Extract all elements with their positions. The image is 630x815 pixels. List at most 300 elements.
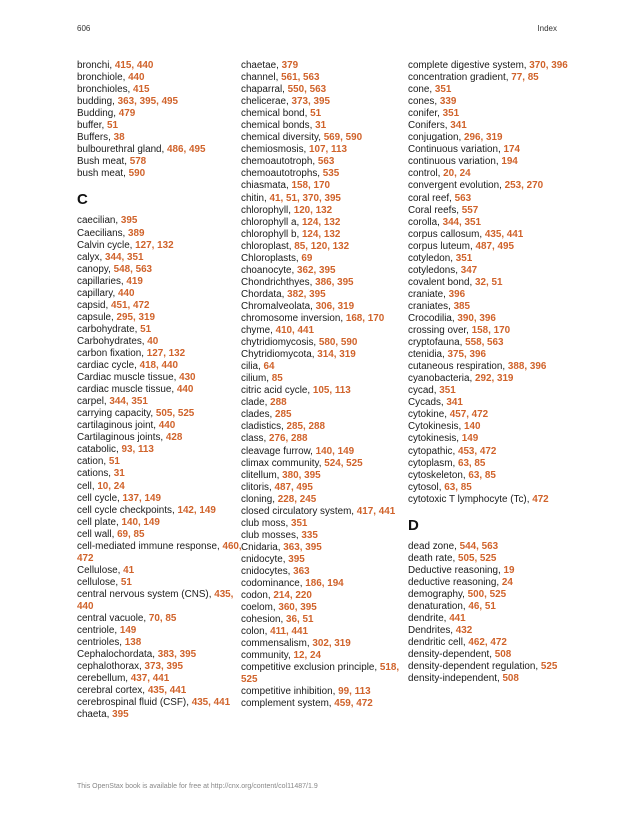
index-entry [77, 408, 243, 420]
page-reference-link[interactable]: 360, 395 [278, 602, 317, 614]
page-reference-link[interactable]: 486, 495 [167, 144, 206, 156]
index-entry [77, 276, 243, 288]
index-term: Continuous variation, [408, 144, 504, 156]
page-reference-link[interactable]: 500, 525 [467, 588, 507, 600]
page-reference-link[interactable]: 314, 319 [317, 349, 356, 361]
index-entry [241, 566, 407, 578]
index-entry [77, 240, 243, 252]
page-reference-link[interactable]: 457, 472 [449, 409, 489, 421]
page-reference-link[interactable]: 440 [117, 287, 135, 299]
index-term: dead zone, [408, 540, 460, 552]
index-entry [241, 397, 407, 409]
page-reference-link[interactable]: 370, 396 [529, 60, 568, 71]
index-term: cleavage furrow, [241, 445, 316, 457]
page-reference-link[interactable]: 186, 194 [305, 578, 344, 590]
index-entry [241, 217, 407, 229]
page-reference-link[interactable]: 339 [439, 96, 457, 108]
index-entry [241, 698, 407, 710]
index-term: cell, [77, 480, 98, 492]
page-reference-link[interactable]: 41, 51, 370, 395 [269, 192, 341, 204]
index-term: cardiac muscle tissue, [77, 384, 177, 396]
page-reference-link[interactable]: 415, 440 [114, 60, 154, 71]
page-reference-link[interactable]: 142, 149 [177, 504, 216, 516]
page-reference-link[interactable]: 46, 51 [468, 600, 496, 612]
index-term: chemical bonds, [241, 120, 316, 132]
index-entry [241, 108, 407, 120]
page-reference-link[interactable]: 563 [317, 156, 335, 168]
index-term: chemoautotrophs, [241, 168, 323, 180]
index-term: complete digestive system, [408, 60, 530, 71]
index-entry [241, 241, 407, 253]
index-entry [241, 349, 407, 361]
page-reference-link[interactable]: 64 [263, 361, 275, 373]
page-reference-link[interactable]: 38 [113, 132, 125, 144]
index-term: clitoris, [241, 481, 275, 493]
index-term: Chromalveolata, [241, 300, 316, 312]
page-reference-link[interactable]: 24 [501, 576, 513, 588]
index-entry [408, 301, 574, 313]
page-reference-link[interactable]: 295, 319 [116, 311, 155, 323]
index-entry [408, 613, 574, 625]
page-reference-link[interactable]: 351 [442, 108, 460, 120]
index-term: convergent evolution, [408, 180, 505, 192]
index-term: Deductive reasoning, [408, 564, 504, 576]
index-term: corpus luteum, [408, 240, 476, 252]
index-entry [77, 697, 243, 709]
page-reference-link[interactable]: 77, 85 [511, 72, 539, 84]
page-reference-link[interactable]: 351 [290, 517, 308, 529]
page-reference-link[interactable]: 479 [118, 108, 136, 120]
index-term: central vacuole, [77, 613, 149, 625]
index-entry [241, 506, 407, 518]
page-reference-link[interactable]: 149 [119, 625, 137, 637]
page-reference-link[interactable]: 85 [271, 373, 283, 385]
page-reference-link[interactable]: 373, 395 [291, 96, 330, 108]
page-reference-link[interactable]: 410, 441 [275, 325, 315, 337]
page-reference-link[interactable]: 362, 395 [297, 264, 336, 276]
index-term: density-dependent regulation, [408, 661, 541, 673]
index-entry [77, 252, 243, 264]
index-entry [408, 289, 574, 301]
page-reference-link[interactable]: 194 [501, 156, 518, 168]
page-reference-link[interactable]: 388, 396 [507, 361, 547, 373]
index-term: club moss, [241, 517, 291, 529]
page-reference-link[interactable]: 379 [281, 60, 299, 71]
page-reference-link[interactable]: 31 [113, 468, 125, 480]
page-reference-link[interactable]: 441 [449, 613, 466, 625]
index-term: centriole, [77, 625, 120, 637]
page-reference-link[interactable]: 127, 132 [146, 347, 186, 359]
index-entry [408, 565, 574, 577]
index-term: dendritic cell, [408, 637, 469, 649]
index-entry [408, 625, 574, 637]
page-reference-link[interactable]: 351 [455, 252, 473, 264]
index-entry [241, 301, 407, 313]
page-reference-link[interactable]: 558, 563 [465, 337, 504, 349]
page-reference-link[interactable]: 561, 563 [281, 72, 320, 84]
page-reference-link[interactable]: 63, 85 [468, 469, 496, 481]
page-reference-link[interactable]: 276, 288 [269, 433, 308, 445]
index-entry [77, 529, 243, 541]
index-entry [408, 180, 574, 192]
index-entry [408, 253, 574, 265]
index-entry [77, 541, 243, 565]
page-reference-link[interactable]: 107, 113 [309, 144, 347, 156]
index-term: Cephalochordata, [77, 649, 158, 661]
page-reference-link[interactable]: 137, 149 [122, 492, 161, 504]
index-term: cell wall, [77, 528, 118, 540]
index-entry [77, 360, 243, 372]
page-reference-link[interactable]: 93, 113 [121, 444, 154, 456]
index-term: cation, [77, 456, 109, 468]
page-reference-link[interactable]: 351 [434, 84, 452, 96]
page-reference-link[interactable]: 386, 395 [315, 276, 354, 288]
page-reference-link[interactable]: 19 [503, 564, 515, 576]
index-term: cell-mediated immune response, [77, 540, 223, 552]
page-reference-link[interactable]: 411, 441 [270, 626, 309, 638]
page-reference-link[interactable]: 487, 495 [274, 481, 313, 493]
page-reference-link[interactable]: 69, 85 [117, 528, 145, 540]
page-reference-link[interactable]: 435, 441 [484, 228, 524, 240]
page-reference-link[interactable]: 440 [158, 420, 176, 432]
index-term: cerebellum, [77, 673, 131, 685]
page-reference-link[interactable]: 288 [270, 397, 287, 409]
index-term: buffer, [77, 120, 108, 132]
index-entry [77, 661, 243, 673]
index-term: Cardiac muscle tissue, [77, 372, 180, 384]
page-reference-link[interactable]: 51 [140, 323, 152, 335]
page-reference-link[interactable]: 124, 132 [301, 216, 341, 228]
page-reference-link[interactable]: 20, 24 [443, 168, 471, 180]
page-reference-link[interactable]: 419 [126, 275, 143, 287]
page-reference-link[interactable]: 487, 495 [475, 240, 514, 252]
index-term: carpel, [77, 396, 110, 408]
page-reference-link[interactable]: 285 [275, 409, 292, 421]
index-entry [241, 361, 407, 373]
index-entry [408, 385, 574, 397]
page-reference-link[interactable]: 351 [439, 385, 456, 397]
page-reference-link[interactable]: 214, 220 [273, 590, 312, 602]
page-reference-link[interactable]: 578 [129, 156, 147, 168]
index-entry [77, 637, 243, 649]
index-entry [241, 626, 407, 638]
page-reference-link[interactable]: 69 [301, 252, 313, 264]
index-term: carrying capacity, [77, 408, 156, 420]
index-entry [241, 421, 407, 433]
page-reference-link[interactable]: 138 [124, 637, 142, 649]
page-reference-link[interactable]: 285, 288 [286, 421, 325, 433]
index-term: corpus callosum, [408, 228, 485, 240]
index-entry [241, 120, 407, 132]
index-term: chlorophyll b, [241, 228, 302, 240]
page-reference-link[interactable]: 435, 441 [147, 685, 187, 697]
page-reference-link[interactable]: 306, 319 [315, 300, 355, 312]
index-entry [77, 264, 243, 276]
index-entry [408, 421, 574, 433]
page-reference-link[interactable]: 63, 85 [457, 457, 486, 469]
index-term: canopy, [77, 263, 114, 275]
page-reference-link[interactable]: 375, 396 [447, 349, 486, 361]
page-reference-link[interactable]: 12, 24 [293, 650, 321, 662]
index-entry [408, 482, 574, 494]
page-number: 606 [77, 24, 91, 33]
index-term: cartilaginous joint, [77, 420, 159, 432]
index-term: conjugation, [408, 132, 465, 144]
page-reference-link[interactable]: 418, 440 [139, 360, 179, 372]
page-reference-link[interactable]: 417, 441 [356, 505, 396, 517]
index-term: craniate, [408, 288, 449, 300]
index-entry [77, 673, 243, 685]
index-term: conifer, [408, 108, 443, 120]
page-reference-link[interactable]: 296, 319 [464, 132, 503, 144]
index-entry [241, 482, 407, 494]
page-reference-link[interactable]: 544, 563 [459, 540, 499, 552]
index-entry [241, 96, 407, 108]
page-reference-link[interactable]: 105, 113 [312, 385, 351, 397]
page-reference-link[interactable]: 158, 170 [291, 180, 330, 192]
page-reference-link[interactable]: 524, 525 [324, 457, 363, 469]
index-column-1 [77, 60, 243, 721]
index-entry [77, 565, 243, 577]
page-reference-link[interactable]: 149 [461, 433, 479, 445]
page-reference-link[interactable]: 550, 563 [287, 84, 327, 96]
index-entry [77, 444, 243, 456]
page-reference-link[interactable]: 140, 149 [121, 516, 160, 528]
page-reference-link[interactable]: 31 [315, 120, 327, 132]
index-column-2 [241, 60, 407, 711]
index-term: cytopathic, [408, 445, 458, 457]
index-term: carbohydrate, [77, 323, 141, 335]
page-reference-link[interactable]: 140 [463, 421, 481, 433]
page-reference-link[interactable]: 120, 132 [293, 204, 333, 216]
index-term: competitive inhibition, [241, 686, 339, 698]
index-term: cerebrospinal fluid (CSF), [77, 697, 192, 709]
index-entry [408, 470, 574, 482]
page-reference-link[interactable]: 590 [128, 168, 146, 180]
page-reference-link[interactable]: 70, 85 [148, 613, 177, 625]
page-reference-link[interactable]: 505, 525 [457, 552, 497, 564]
page-reference-link[interactable]: 85, 120, 132 [294, 240, 350, 252]
page-reference-link[interactable]: 395 [112, 709, 129, 721]
index-term: codon, [241, 590, 274, 602]
index-term: caecilian, [77, 215, 121, 227]
index-term: concentration gradient, [408, 72, 512, 84]
page-reference-link[interactable]: 383, 395 [157, 649, 197, 661]
page-reference-link[interactable]: 140, 149 [315, 445, 355, 457]
index-entry [241, 458, 407, 470]
page-reference-link[interactable]: 440 [176, 384, 194, 396]
index-entry [77, 324, 243, 336]
page-reference-link[interactable]: 253, 270 [504, 180, 544, 192]
index-term: cytokine, [408, 409, 450, 421]
index-term: bronchiole, [77, 72, 129, 84]
index-entry [241, 518, 407, 530]
page-reference-link[interactable]: 580, 590 [318, 337, 358, 349]
index-entry [241, 373, 407, 385]
index-term: cohesion, [241, 614, 287, 626]
page-reference-link[interactable]: 462, 472 [468, 637, 507, 649]
page-reference-link[interactable]: 10, 24 [97, 480, 125, 492]
footer-note: This OpenStax book is available for free at http://cnx.org/content/col11487/1.9 [77, 783, 318, 790]
page-reference-link[interactable]: 380, 395 [282, 469, 321, 481]
page-reference-link[interactable]: 363, 395, 495 [117, 96, 179, 108]
index-entry [241, 530, 407, 542]
index-term: cerebral cortex, [77, 685, 148, 697]
page-reference-link[interactable]: 472 [532, 493, 549, 505]
page-reference-link[interactable]: 390, 396 [457, 312, 496, 324]
page-reference-link[interactable]: 525 [540, 661, 558, 673]
page-reference-link[interactable]: 51 [108, 456, 120, 468]
index-term: Dendrites, [408, 625, 456, 637]
index-entry [77, 372, 243, 384]
page-reference-link[interactable]: 508 [494, 649, 512, 661]
index-entry [77, 84, 243, 96]
page-reference-link[interactable]: 385 [453, 300, 471, 312]
index-term: cardiac cycle, [77, 360, 140, 372]
page-reference-link[interactable]: 435, 441 [191, 697, 231, 709]
page-reference-link[interactable]: 382, 395 [287, 288, 326, 300]
page-reference-link[interactable]: 32, 51 [474, 276, 503, 288]
page-reference-link[interactable]: 344, 351 [105, 251, 144, 263]
page-reference-link[interactable]: 508 [502, 673, 519, 685]
page-reference-link[interactable]: 41 [123, 564, 135, 576]
index-term: cloning, [241, 493, 278, 505]
page-reference-link[interactable]: 557 [461, 204, 479, 216]
page-reference-link[interactable]: 518, 525 [241, 662, 400, 686]
page-reference-link[interactable]: 168, 170 [345, 312, 385, 324]
index-entry [408, 361, 574, 373]
index-entry [241, 494, 407, 506]
index-entry [408, 373, 574, 385]
index-term: chemoautotroph, [241, 156, 318, 168]
index-entry [408, 168, 574, 180]
page-reference-link[interactable]: 432 [455, 625, 473, 637]
page-reference-link[interactable]: 395 [288, 553, 305, 565]
index-entry [77, 649, 243, 661]
page-reference-link[interactable]: 428 [165, 432, 183, 444]
index-entry [241, 554, 407, 566]
page-reference-link[interactable]: 344, 351 [442, 216, 482, 228]
page-reference-link[interactable]: 174 [503, 144, 520, 156]
page-reference-link[interactable]: 389 [128, 227, 145, 239]
page-reference-link[interactable]: 396 [448, 288, 466, 300]
page-reference-link[interactable]: 535 [322, 168, 340, 180]
index-term: crossing over, [408, 325, 472, 337]
page-reference-link[interactable]: 453, 472 [457, 445, 497, 457]
page-reference-link[interactable]: 395 [120, 215, 138, 227]
index-term: capsid, [77, 299, 112, 311]
page-reference-link[interactable]: 341 [446, 397, 463, 409]
page-reference-link[interactable]: 341 [450, 120, 467, 132]
index-term: cladistics, [241, 421, 287, 433]
index-entry [408, 96, 574, 108]
index-entry [77, 156, 243, 168]
index-term: bulbourethral gland, [77, 144, 168, 156]
page-reference-link[interactable]: 292, 319 [474, 373, 514, 385]
index-entry [77, 396, 243, 408]
index-term: death rate, [408, 552, 458, 564]
index-term: carbon fixation, [77, 347, 147, 359]
page-reference-link[interactable]: 430 [179, 372, 196, 384]
index-term: dendrite, [408, 613, 450, 625]
index-entry [77, 456, 243, 468]
index-entry [408, 72, 574, 84]
index-term: choanocyte, [241, 264, 297, 276]
index-entry [408, 673, 574, 685]
index-term: complement system, [241, 698, 335, 710]
index-term: chitin, [241, 192, 270, 204]
page-reference-link[interactable]: 127, 132 [135, 239, 174, 251]
page-reference-link[interactable]: 569, 590 [323, 132, 363, 144]
index-term: cytoplasm, [408, 457, 458, 469]
page-reference-link[interactable]: 435, 440 [77, 588, 234, 612]
index-entry [241, 446, 407, 458]
index-entry [77, 420, 243, 432]
index-letter-heading: D [408, 516, 419, 534]
index-entry [77, 468, 243, 480]
page-reference-link[interactable]: 563 [454, 192, 472, 204]
index-term: clades, [241, 409, 276, 421]
page-reference-link[interactable]: 505, 525 [155, 408, 195, 420]
index-term: density-dependent, [408, 649, 495, 661]
page-reference-link[interactable]: 335 [301, 529, 318, 541]
page-reference-link[interactable]: 99, 113 [338, 686, 371, 698]
page-reference-link[interactable]: 158, 170 [471, 325, 511, 337]
index-term: codominance, [241, 578, 306, 590]
page-reference-link[interactable]: 344, 351 [109, 396, 148, 408]
index-entry [241, 602, 407, 614]
page-reference-link[interactable]: 124, 132 [301, 228, 341, 240]
page-reference-link[interactable]: 51 [120, 576, 132, 588]
page-reference-link[interactable]: 302, 319 [312, 638, 351, 650]
page-reference-link[interactable]: 373, 395 [144, 661, 183, 673]
page-reference-link[interactable]: 228, 245 [277, 493, 317, 505]
page-reference-link[interactable]: 460, 472 [77, 540, 242, 564]
page-reference-link[interactable]: 459, 472 [334, 698, 373, 710]
index-entry [408, 337, 574, 349]
index-entry [408, 589, 574, 601]
page-reference-link[interactable]: 548, 563 [113, 263, 153, 275]
page-reference-link[interactable]: 440 [128, 72, 145, 84]
page-reference-link[interactable]: 437, 441 [130, 673, 170, 685]
page-reference-link[interactable]: 363 [293, 565, 310, 577]
page-reference-link[interactable]: 40 [147, 335, 159, 347]
page-reference-link[interactable]: 451, 472 [111, 299, 150, 311]
index-term: cell plate, [77, 516, 122, 528]
page-reference-link[interactable]: 63, 85 [444, 481, 472, 493]
index-term: cell cycle checkpoints, [77, 504, 178, 516]
index-term: chytridiomycosis, [241, 337, 319, 349]
page-reference-link[interactable]: 51 [107, 120, 118, 132]
index-entry [241, 132, 407, 144]
index-entry [408, 397, 574, 409]
index-entry [408, 144, 574, 156]
index-term: central nervous system (CNS), [77, 588, 215, 600]
index-term: Buffers, [77, 132, 114, 144]
index-entry [241, 470, 407, 482]
page-reference-link[interactable]: 415 [133, 84, 150, 96]
index-term: catabolic, [77, 444, 122, 456]
index-entry [241, 84, 407, 96]
page-reference-link[interactable]: 347 [460, 264, 478, 276]
index-term: cycad, [408, 385, 440, 397]
page-reference-link[interactable]: 51 [310, 108, 322, 120]
page-reference-link[interactable]: 36, 51 [286, 614, 314, 626]
index-term: cephalothorax, [77, 661, 145, 673]
index-entry [241, 156, 407, 168]
page-reference-link[interactable]: 363, 395 [283, 541, 322, 553]
index-entry [408, 193, 574, 205]
